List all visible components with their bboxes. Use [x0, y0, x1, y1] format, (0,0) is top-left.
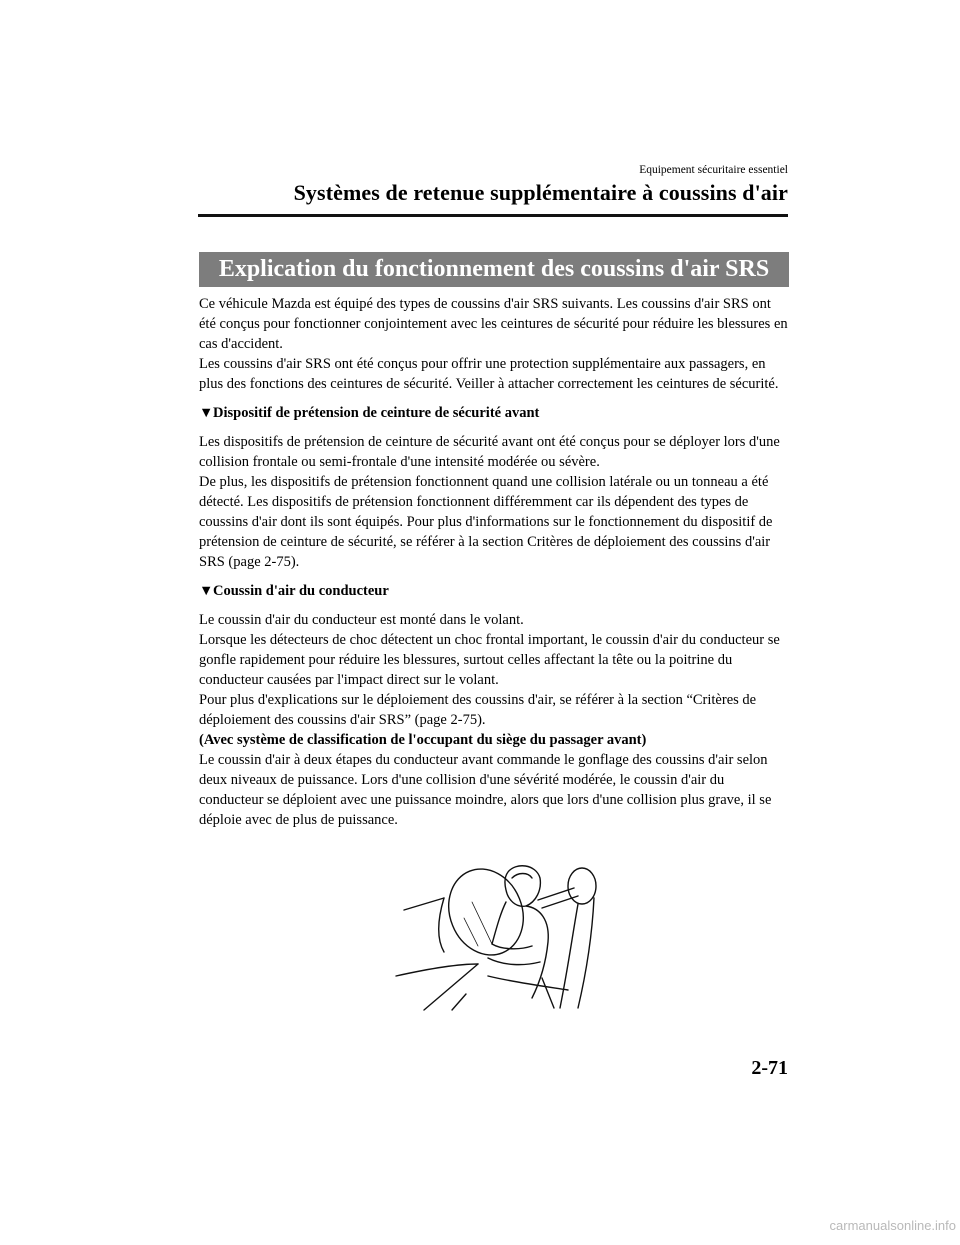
watermark: carmanualsonline.info: [829, 1218, 956, 1233]
driver-paragraph-2: Lorsque les détecteurs de choc détectent un choc frontal important, le coussin d'air du conducteur se gonfle rapidement pour réduire les blessures, surtout celles affectant la tête ou la poitrine du conducteur causées par l'impact direct sur le volant.: [199, 632, 780, 688]
intro-paragraph-1: Ce véhicule Mazda est équipé des types de coussins d'air SRS suivants. Les coussins d'air SRS ont été conçus pour fonctionner conjointement avec les ceintures de sécurité pour réduire les blessures en cas d'accident.: [199, 296, 788, 352]
driver-paragraph-4: Le coussin d'air à deux étapes du conducteur avant commande le gonflage des coussins d'air selon deux niveaux de puissance. Lors d'une collision d'une sévérité modérée, le coussin d'air du conducteur se déploient avec une puissance moindre, alors que lors d'une collision plus grave, il se déploie avec de plus de puissance.: [199, 752, 772, 828]
subheading-label: Dispositif de prétension de ceinture de sécurité avant: [213, 405, 540, 421]
driver-paragraph-1: Le coussin d'air du conducteur est monté dans le volant.: [199, 612, 524, 628]
body-text: [199, 294, 791, 830]
pretensioner-paragraph-2: De plus, les dispositifs de prétension fonctionnent quand une collision latérale ou un tonneau a été détecté. Les dispositifs de prétension fonctionnent différemment car ils dépendent des types de coussins d'air dont ils sont équipés. Pour plus d'informations sur le fonctionnement du dispositif de prétension de ceinture de sécurité, se référer à la section Critères de déploiement des coussins d'air SRS (page 2-75).: [199, 474, 773, 570]
triangle-marker-icon: ▼: [199, 583, 214, 599]
chapter-label: Equipement sécuritaire essentiel: [639, 164, 788, 176]
airbag-illustration: [392, 858, 608, 1012]
triangle-marker-icon: ▼: [199, 405, 214, 421]
subheading-label: Coussin d'air du conducteur: [213, 583, 389, 599]
classification-note: (Avec système de classification de l'occupant du siège du passager avant): [199, 732, 647, 748]
page-number: 2-71: [751, 1057, 788, 1079]
subheading-pretensioner: [199, 403, 791, 423]
topic-banner: Explication du fonctionnement des coussins d'air SRS: [199, 252, 789, 287]
section-title: Systèmes de retenue supplémentaire à coussins d'air: [293, 180, 788, 205]
intro-paragraph-2: Les coussins d'air SRS ont été conçus pour offrir une protection supplémentaire aux passagers, en plus des fonctions des ceintures de sécurité. Veiller à attacher correctement les ceintures de sécurité.: [199, 356, 779, 392]
pretensioner-paragraph-1: Les dispositifs de prétension de ceinture de sécurité avant ont été conçus pour se déployer lors d'une collision frontale ou semi-frontale d'une intensité modérée ou sévère.: [199, 434, 780, 470]
subheading-driver-airbag: [199, 581, 791, 601]
header-divider: [198, 214, 788, 217]
driver-paragraph-3: Pour plus d'explications sur le déploiement des coussins d'air, se référer à la section “Critères de déploiement des coussins d'air SRS” (page 2-75).: [199, 692, 757, 728]
